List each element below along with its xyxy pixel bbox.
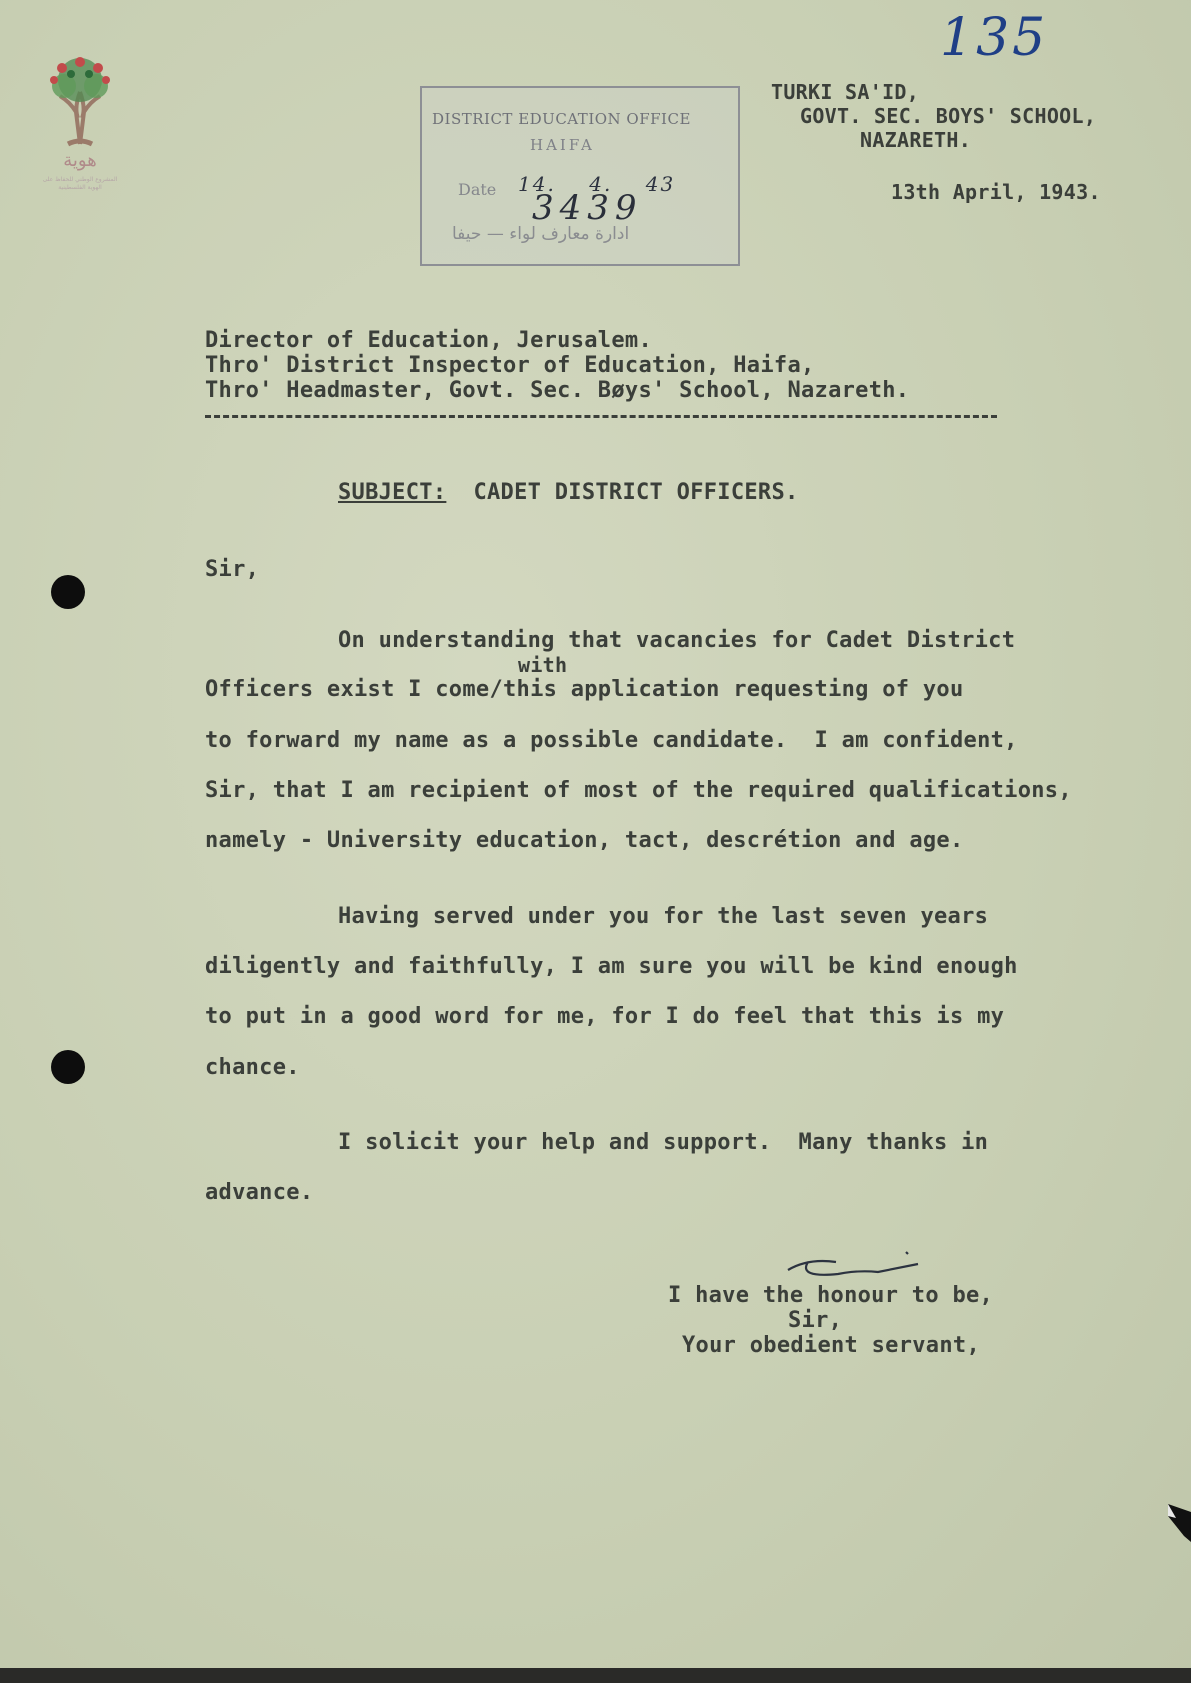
tree-logo-icon bbox=[40, 52, 120, 148]
sender-school: GOVT. SEC. BOYS' SCHOOL, bbox=[800, 104, 1097, 128]
body-p3-line1: I solicit your help and support. Many thanks in bbox=[338, 1130, 989, 1155]
punch-hole-lower bbox=[51, 1050, 85, 1084]
body-p1-insert: with bbox=[518, 653, 568, 677]
subject-line bbox=[338, 480, 799, 505]
logo-subtitle bbox=[32, 176, 128, 192]
closing-line2: Sir, bbox=[788, 1308, 843, 1333]
stamp-date-label: Date bbox=[458, 180, 497, 199]
stamp-city: HAIFA bbox=[530, 136, 595, 154]
stamp-reference-number: 3439 bbox=[532, 188, 643, 228]
recipient-line1: Director of Education, Jerusalem. bbox=[205, 328, 652, 353]
body-p1-line2: Officers exist I come/this application requesting of you bbox=[205, 677, 964, 702]
logo-subtitle-line2: الهوية الفلسطينية bbox=[58, 184, 102, 191]
received-stamp bbox=[420, 86, 740, 266]
sender-name: TURKI SA'ID, bbox=[771, 80, 920, 104]
subject-text: CADET DISTRICT OFFICERS. bbox=[473, 480, 799, 505]
logo-name: هوية bbox=[63, 150, 97, 171]
dashed-divider bbox=[205, 415, 997, 418]
salutation: Sir, bbox=[205, 557, 260, 582]
body-p1-line4: Sir, that I am recipient of most of the required qualifications, bbox=[205, 778, 1072, 803]
subject-label: SUBJECT: bbox=[338, 480, 447, 505]
body-p2-line2: diligently and faithfully, I am sure you will be kind enough bbox=[205, 954, 1018, 979]
letter-date: 13th April, 1943. bbox=[891, 180, 1101, 204]
body-p2-line4: chance. bbox=[205, 1055, 300, 1080]
sender-town: NAZARETH. bbox=[860, 128, 972, 152]
logo-subtitle-line1: المشروع الوطني للحفاظ على bbox=[42, 176, 118, 183]
closing-line1: I have the honour to be, bbox=[668, 1283, 994, 1308]
recipient-line2: Thro' District Inspector of Education, Haifa, bbox=[205, 353, 815, 378]
body-p1-line3: to forward my name as a possible candidate. I am confident, bbox=[205, 728, 1018, 753]
closing-line3: Your obedient servant, bbox=[682, 1333, 980, 1358]
stamp-arabic-text: ادارة معارف لواء — حيفا bbox=[452, 224, 630, 244]
body-p2-line1: Having served under you for the last seven years bbox=[338, 904, 989, 929]
folded-corner-mark bbox=[1158, 1502, 1191, 1542]
archive-logo bbox=[40, 52, 120, 202]
scan-bottom-edge bbox=[0, 1668, 1191, 1683]
recipient-line3: Thro' Headmaster, Govt. Sec. Bøys' School, Nazareth. bbox=[205, 378, 910, 403]
body-p3-line2: advance. bbox=[205, 1180, 314, 1205]
body-p2-line3: to put in a good word for me, for I do feel that this is my bbox=[205, 1004, 1005, 1029]
stamp-office: DISTRICT EDUCATION OFFICE bbox=[432, 110, 691, 128]
punch-hole-upper bbox=[51, 575, 85, 609]
body-p1-line5: namely - University education, tact, descrétion and age. bbox=[205, 828, 964, 853]
body-p1-line1: On understanding that vacancies for Cadet District bbox=[338, 628, 1016, 653]
stamp-date: 14. 4. 43 bbox=[518, 172, 676, 196]
page-number: 135 bbox=[940, 8, 1049, 68]
